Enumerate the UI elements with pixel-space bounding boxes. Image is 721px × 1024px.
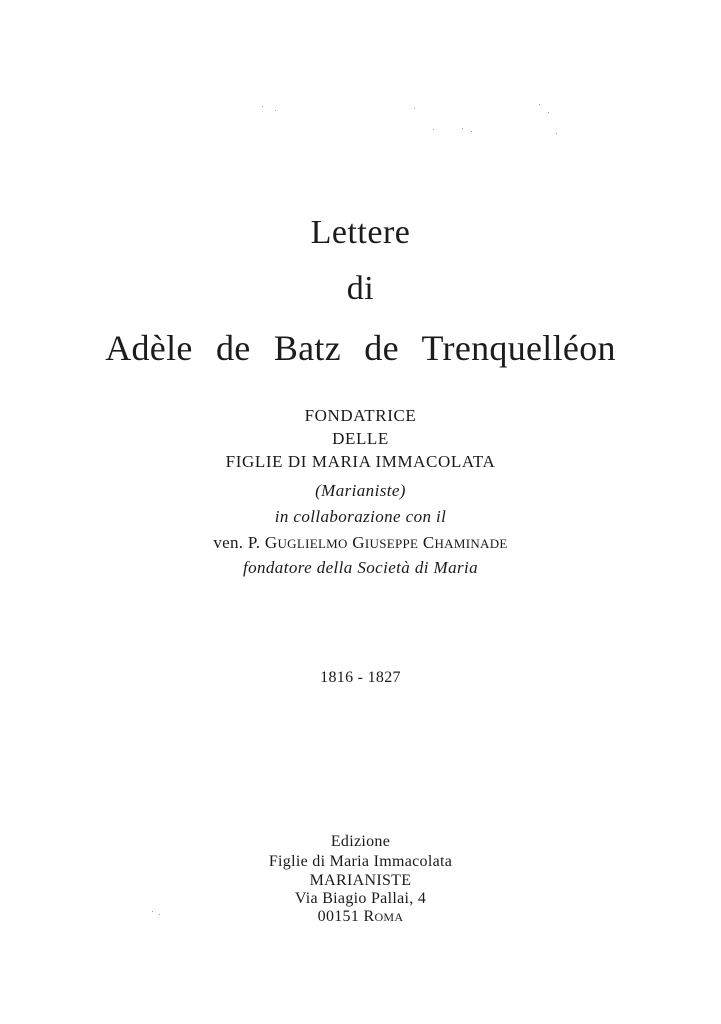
subtitle-collab: in collaborazione con il [274, 507, 447, 526]
co-author-surname: CHAMINADE [422, 533, 508, 552]
subtitle-role: FONDATRICE [304, 406, 417, 425]
publisher-name: Figlie di Maria Immacolata [268, 853, 453, 870]
publisher-street: Via Biagio Pallai, 4 [294, 890, 427, 907]
date-range: 1816 - 1827 [320, 669, 401, 686]
scan-speck [262, 106, 263, 107]
scan-speck [433, 129, 434, 130]
scan-speck [275, 110, 276, 111]
subtitle-of: DELLE [332, 429, 389, 448]
publisher-city-line [0, 908, 721, 926]
subtitle-order: FIGLIE DI MARIA IMMACOLATA [225, 452, 496, 471]
co-author-second-name: GIUSEPPE [352, 533, 419, 552]
scan-speck [414, 108, 415, 109]
title-line-lettere: Lettere [310, 214, 411, 251]
publisher-edition: Edizione [330, 833, 391, 850]
co-author-prefix: ven. P. [213, 533, 261, 552]
scan-speck [462, 128, 463, 129]
title-line-di: di [346, 270, 375, 307]
title-author: Adèle de Batz de Trenquelléon [105, 328, 616, 368]
publisher-postcode: 00151 [317, 908, 360, 925]
co-author-first-name: GUGLIELMO [264, 533, 348, 552]
co-author-line [0, 533, 721, 553]
scan-speck [548, 112, 549, 113]
publisher-name-2: MARIANISTE [309, 872, 412, 889]
scan-speck [471, 131, 472, 132]
subtitle-order-alt: (Marianiste) [315, 481, 406, 500]
scan-speck [539, 104, 540, 105]
publisher-city: ROMA [363, 908, 404, 925]
co-author-role: fondatore della Società di Maria [242, 558, 479, 577]
scan-speck [556, 133, 557, 134]
